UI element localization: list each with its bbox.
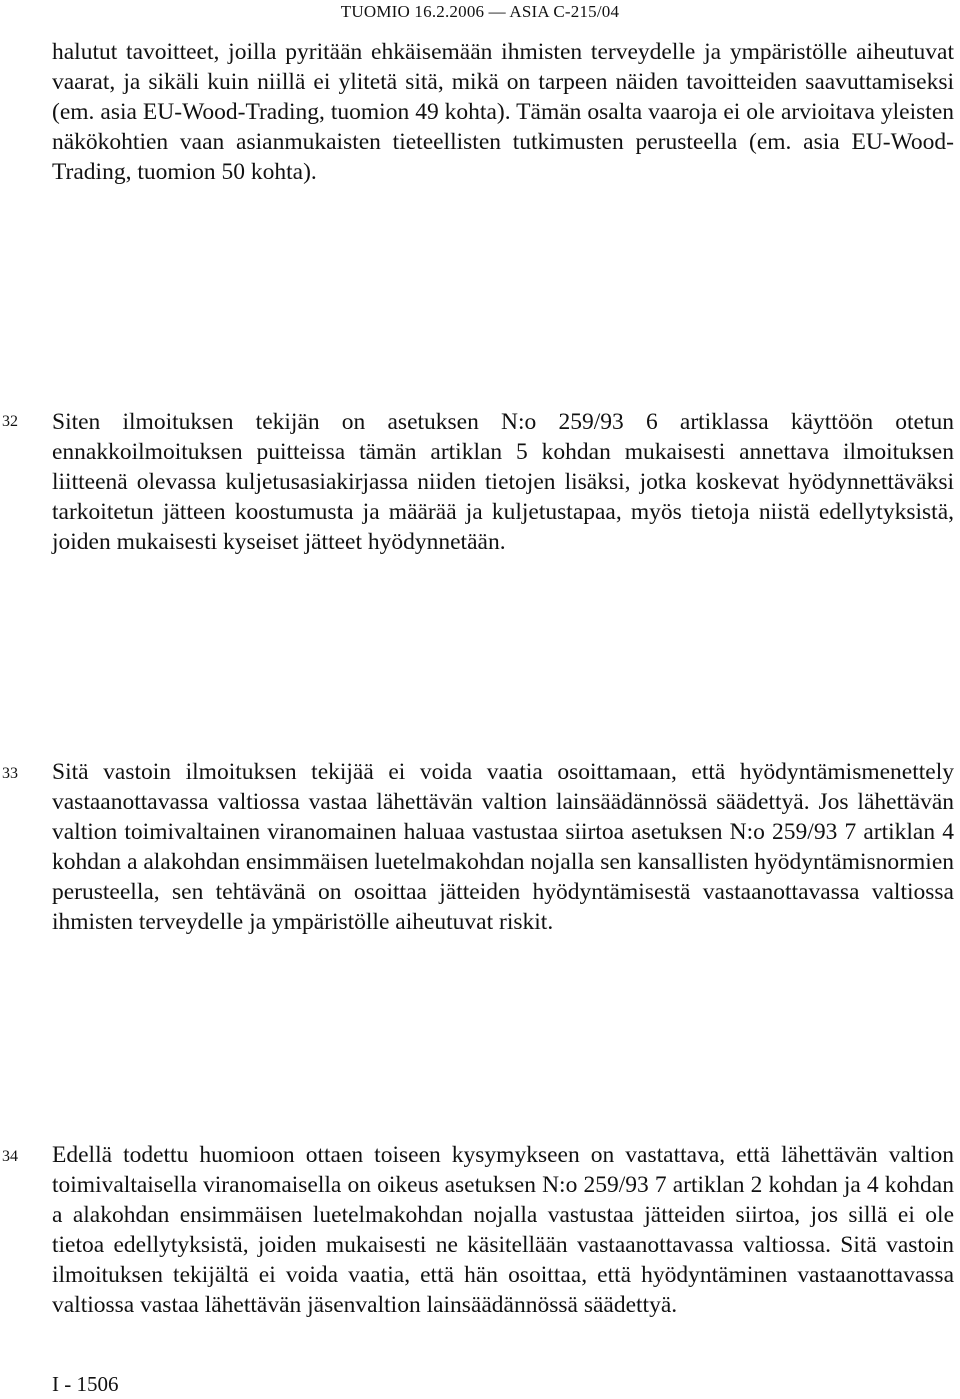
paragraph-number-34: 34 (2, 1148, 18, 1165)
paragraph-33: Sitä vastoin ilmoituksen tekijää ei voida vaatia osoittamaan, että hyödyntämismenettely vastaanottavassa valtiossa vastaa lähettävän valtion lainsäädännössä säädettyä. Jos lähettävän valtion toimivaltainen viranomainen haluaa vastustaa siirtoa asetuksen N:o 259/93 7 artiklan 4 kohdan a alakohdan ensimmäisen luetelmakohdan nojalla sen kansallisten hyödyntämisnormien perusteella, sen tehtävänä on osoittaa jätteiden hyödyntämisestä vastaanottavassa valtiossa ihmisten terveydelle ja ympäristölle aiheutuvat riskit. (52, 759, 954, 935)
paragraph-32: Siten ilmoituksen tekijän on asetuksen N:o 259/93 6 artiklassa käyttöön otetun ennakkoilmoituksen puitteissa tämän artiklan 5 kohdan mukaisesti annettava ilmoituksen liitteenä olevassa kuljetusasiakirjassa niiden tietojen lisäksi, jotka koskevat hyödynnettäväksi tarkoitetun jätteen koostumusta ja määrää ja kuljetustapaa, myös tietoja niistä edellytyksistä, joiden mukaisesti kyseiset jätteet hyödynnetään. (52, 409, 954, 555)
paragraph-number-32: 32 (2, 413, 18, 430)
paragraph-continued: halutut tavoitteet, joilla pyritään ehkäisemään ihmisten terveydelle ja ympäristölle aiheutuvat vaarat, ja sikäli kuin niillä ei ylitetä sitä, mikä on tarpeen näiden tavoitteiden saavuttamiseksi (em. asia EU-Wood-Trading, tuomion 49 kohta). Tämän osalta vaaroja ei ole arvioitava yleisten näkökohtien vaan asianmukaisten tieteellisten tutkimusten perusteella (em. asia EU-Wood-Trading, tuomion 50 kohta). (52, 39, 954, 185)
page-number: I - 1506 (52, 1372, 119, 1396)
paragraph-number-33: 33 (2, 765, 18, 782)
paragraph-34: Edellä todettu huomioon ottaen toiseen kysymykseen on vastattava, että lähettävän valtion toimivaltaisella viranomaisella on oikeus asetuksen N:o 259/93 7 artiklan 2 kohdan ja 4 kohdan a alakohdan ensimmäisen luetelmakohdan nojalla vastustaa jätteiden siirtoa, jos sillä ei ole tietoa edellytyksistä, joiden mukaisesti ne käsitellään vastaanottavassa valtiossa. Sitä vastoin ilmoituksen tekijältä ei voida vaatia, että hän osoittaa, että hyödyntäminen vastaanottavassa valtiossa vastaa lähettävän jäsenvaltion lainsäädännössä säädettyä. (52, 1142, 954, 1318)
running-head: TUOMIO 16.2.2006 — ASIA C-215/04 (340, 2, 620, 21)
